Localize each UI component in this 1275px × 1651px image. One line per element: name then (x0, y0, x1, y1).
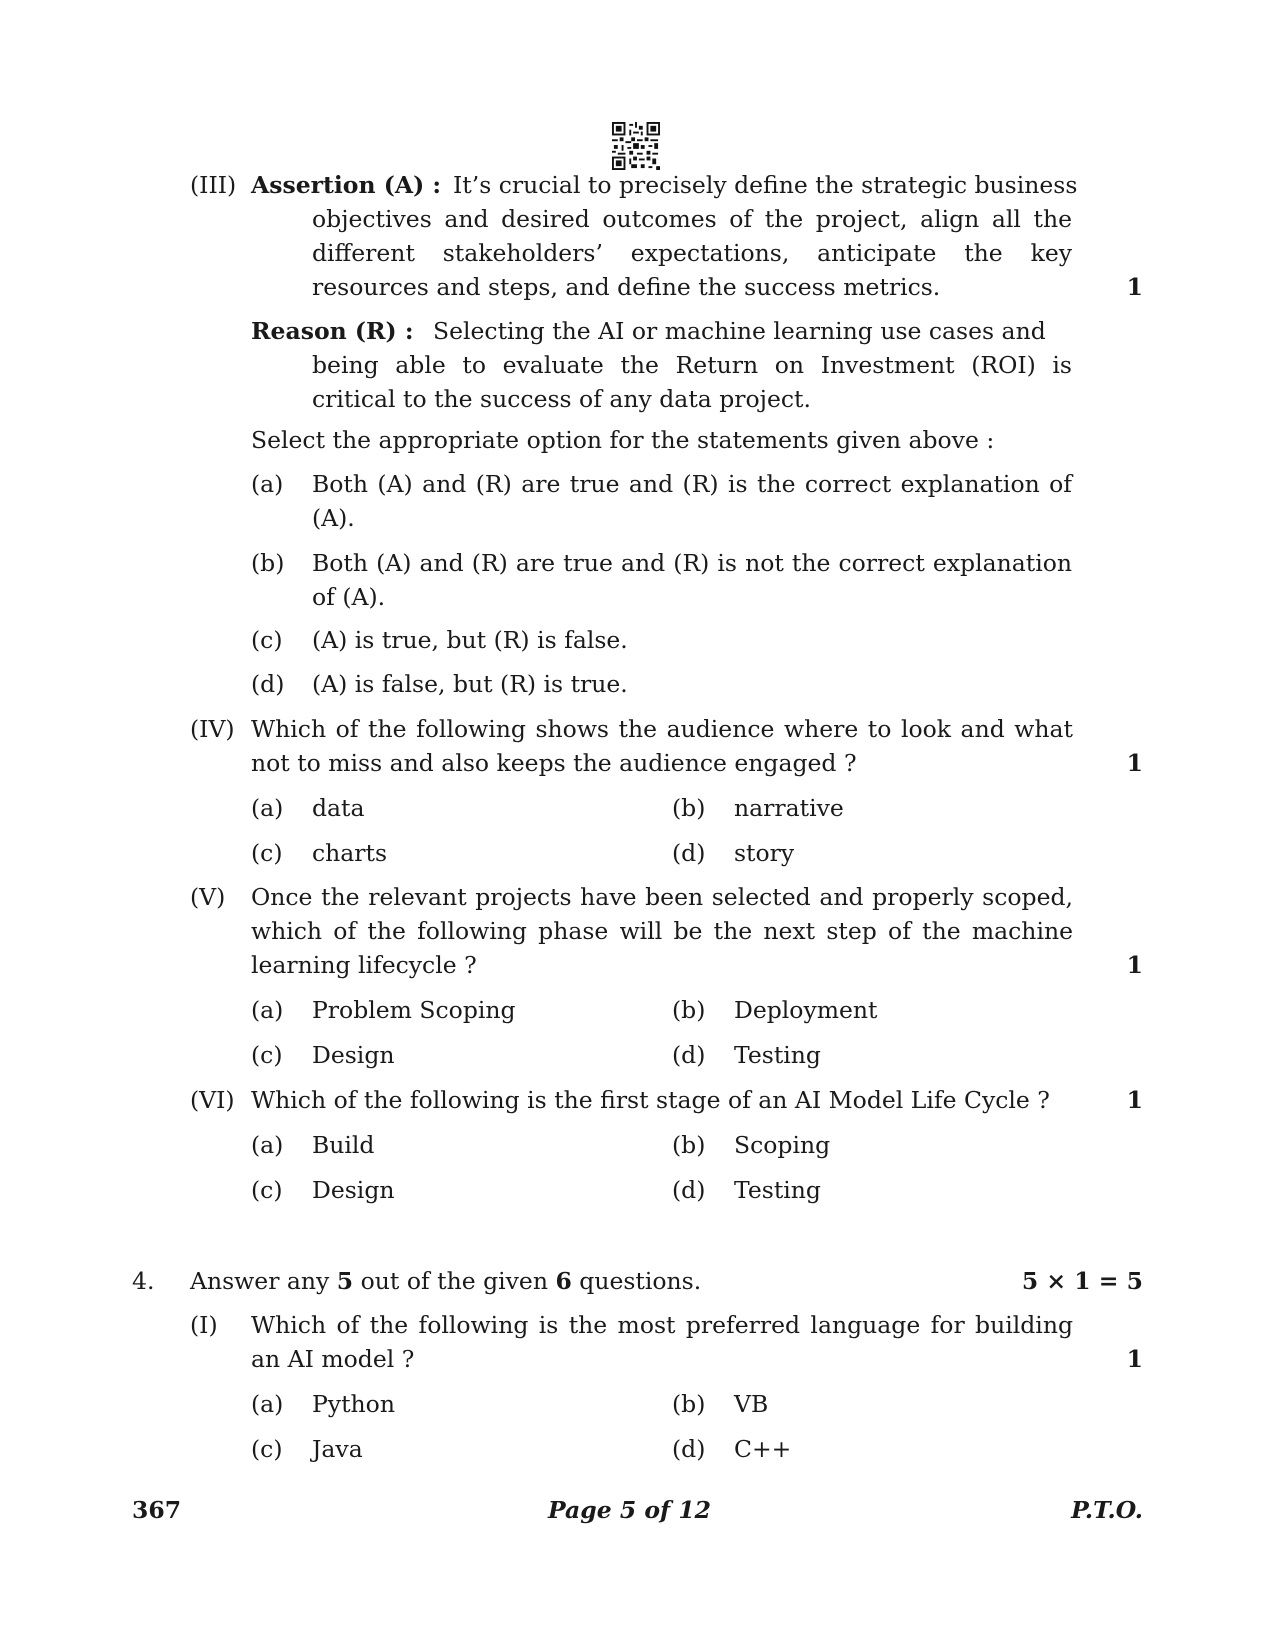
section-number: 4. (132, 1267, 155, 1295)
option-label: (d) (251, 670, 285, 698)
option-label: (c) (251, 1435, 283, 1463)
option-label: (a) (251, 1390, 284, 1418)
question-label: (I) (190, 1311, 218, 1339)
question-total: 6 (555, 1267, 572, 1295)
option-label: (a) (251, 794, 284, 822)
option-label: (d) (672, 1435, 706, 1463)
option-label: (c) (251, 1041, 283, 1069)
option-text: narrative (734, 794, 844, 822)
option-label: (c) (251, 839, 283, 867)
pto-label: P.T.O. (1071, 1496, 1143, 1524)
question-text: Which of the following is the first stage of an AI Model Life Cycle ? (251, 1086, 1050, 1114)
option-label: (b) (672, 1390, 706, 1418)
option-text: Python (312, 1390, 395, 1418)
question-label: (V) (190, 883, 226, 911)
assertion-text-first-line: It’s crucial to precisely define the strategic business (453, 171, 1078, 199)
option-label: (d) (672, 1041, 706, 1069)
option-text: story (734, 839, 795, 867)
option-text: (A) is true, but (R) is false. (312, 626, 628, 654)
section-instruction: Answer any 5 out of the given 6 questions. (190, 1267, 702, 1295)
option-text: Scoping (734, 1131, 831, 1159)
marks: 1 (1126, 273, 1143, 301)
option-label: (b) (672, 996, 706, 1024)
assertion-label: Assertion (A) : (251, 171, 442, 199)
option-label: (a) (251, 996, 284, 1024)
option-label: (a) (251, 1131, 284, 1159)
option-label: (b) (672, 1131, 706, 1159)
option-text: Testing (734, 1041, 821, 1069)
option-text: Testing (734, 1176, 821, 1204)
option-label: (c) (251, 1176, 283, 1204)
instruction: Select the appropriate option for the statements given above : (251, 426, 995, 454)
question-text: Which of the following shows the audience where to look and what not to miss and also keeps the audience engaged ? (251, 715, 1073, 777)
question-text: Which of the following is the most preferred language for building an AI model ? (251, 1311, 1073, 1373)
option-text: Both (A) and (R) are true and (R) is the correct explanation of (A). (312, 470, 1072, 532)
option-label: (b) (251, 549, 285, 577)
marks: 1 (1126, 749, 1143, 777)
option-text: Problem Scoping (312, 996, 516, 1024)
option-text: Design (312, 1041, 395, 1069)
marks: 1 (1126, 1086, 1143, 1114)
option-text: (A) is false, but (R) is true. (312, 670, 628, 698)
question-label: (III) (190, 171, 237, 199)
question-label: (IV) (190, 715, 235, 743)
question-label: (VI) (190, 1086, 235, 1114)
question-text: Once the relevant projects have been selected and properly scoped, which of the following phase will be the next step of the machine learning lifecycle ? (251, 883, 1073, 979)
reason-label: Reason (R) : (251, 317, 414, 345)
option-text: VB (734, 1390, 769, 1418)
option-text: data (312, 794, 365, 822)
option-text: Design (312, 1176, 395, 1204)
section-marks: 5 × 1 = 5 (1021, 1267, 1143, 1295)
option-text: Build (312, 1131, 375, 1159)
option-text: C++ (734, 1435, 792, 1463)
answer-count: 5 (336, 1267, 354, 1295)
option-text: Java (312, 1435, 363, 1463)
option-text: Both (A) and (R) are true and (R) is not the correct explanation of (A). (312, 549, 1072, 611)
marks: 1 (1126, 951, 1143, 979)
page-number: Page 5 of 12 (548, 1496, 712, 1524)
reason-text-first-line: Selecting the AI or machine learning use cases and (433, 317, 1046, 345)
marks: 1 (1126, 1345, 1143, 1373)
reason-text: being able to evaluate the Return on Investment (ROI) is critical to the success of any data project. (312, 351, 1072, 413)
option-label: (d) (672, 839, 706, 867)
option-text: charts (312, 839, 388, 867)
paper-code: 367 (132, 1496, 182, 1524)
qr-code-icon (612, 122, 660, 170)
option-label: (d) (672, 1176, 706, 1204)
option-label: (b) (672, 794, 706, 822)
option-text: Deployment (734, 996, 878, 1024)
assertion-text: objectives and desired outcomes of the project, align all the different stakeholders’ expectations, anticipate the key resources and steps, and define the success metrics. (312, 205, 1072, 301)
option-label: (c) (251, 626, 283, 654)
option-label: (a) (251, 470, 284, 498)
